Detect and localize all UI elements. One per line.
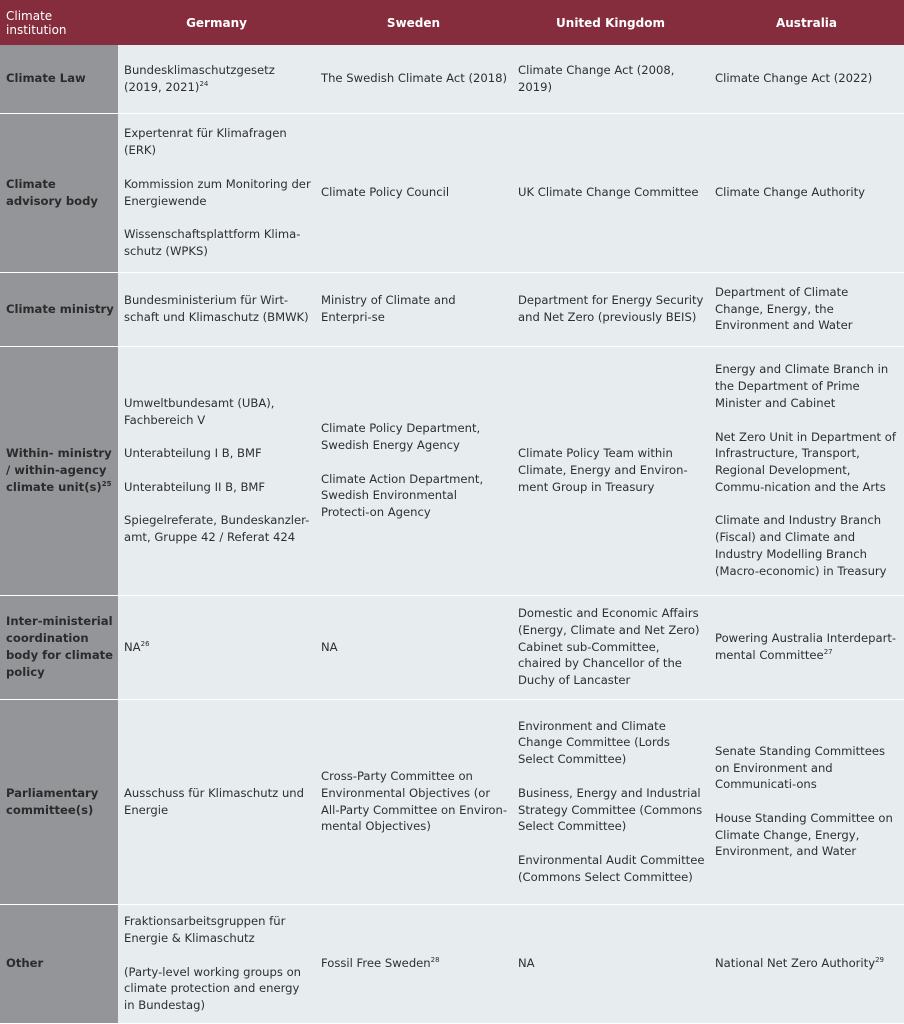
cell-entry-text: NA xyxy=(124,639,141,654)
cell-entry xyxy=(321,639,508,656)
cell-entry xyxy=(715,512,900,579)
footnote-ref: 25 xyxy=(101,479,112,488)
row-label xyxy=(0,45,118,113)
cell-entry xyxy=(124,785,311,819)
cell-entry-text: UK Climate Change Committee xyxy=(518,185,699,200)
cell-entry xyxy=(321,184,508,201)
cell-entry xyxy=(124,125,311,159)
table-row xyxy=(0,45,904,113)
cell-entry-text: NA xyxy=(321,639,338,654)
table-row xyxy=(0,113,904,272)
cell-germany xyxy=(118,272,315,346)
cell-entry-text: Climate Change Act (2022) xyxy=(715,71,873,86)
cell-germany xyxy=(118,904,315,1023)
footnote-ref: 29 xyxy=(875,956,884,965)
header-institution: Climate institution xyxy=(0,0,118,45)
cell-united-kingdom xyxy=(512,904,709,1023)
header-germany: Germany xyxy=(118,0,315,45)
cell-entry-text: Climate and Industry Branch (Fiscal) and Climate and Industry Modelling Branch (Macro-economic) in Treasury xyxy=(715,513,887,578)
footnote-ref: 28 xyxy=(430,956,440,965)
table-row xyxy=(0,595,904,699)
cell-entry-text: National Net Zero Authority xyxy=(715,956,876,971)
cell-germany xyxy=(118,346,315,595)
cell-entry xyxy=(518,718,705,768)
cell-entry-text: Powering Australia Interdepart-mental Committee xyxy=(715,631,897,662)
cell-entry-text: Wissenschaftsplattform Klima-schutz (WPKS) xyxy=(124,227,301,258)
footnote-ref: 27 xyxy=(823,648,833,656)
row-label-text: Within- ministry / within-agency climate unit(s) xyxy=(6,446,112,494)
cell-australia xyxy=(709,595,904,699)
cell-entry xyxy=(518,292,705,326)
cell-sweden xyxy=(315,346,512,595)
row-label xyxy=(0,904,118,1023)
cell-entry xyxy=(124,445,311,462)
cell-entry xyxy=(124,639,311,656)
cell-entry xyxy=(124,62,311,96)
cell-australia xyxy=(709,904,904,1023)
cell-united-kingdom xyxy=(512,699,709,904)
cell-entry xyxy=(715,630,900,664)
cell-entry-text: Kommission zum Monitoring der Energiewende xyxy=(124,176,311,208)
footnote-ref: 24 xyxy=(199,79,209,88)
cell-entry-text: Bundesklimaschutzgesetz (2019, 2021) xyxy=(124,62,275,94)
cell-entry-text: (Party-level working groups on climate protection and energy in Bundestag) xyxy=(124,964,302,1013)
table-row xyxy=(0,346,904,595)
cell-united-kingdom xyxy=(512,113,709,272)
cell-entry-text: Spiegelreferate, Bundeskanzler-amt, Gruppe 42 / Referat 424 xyxy=(124,513,310,545)
cell-sweden xyxy=(315,113,512,272)
row-label xyxy=(0,595,118,699)
cell-sweden xyxy=(315,45,512,113)
cell-entry-text: Domestic and Economic Affairs (Energy, Climate and Net Zero) Cabinet sub-Committee, chaired by Chancellor of the Duchy of Lancaster xyxy=(518,606,700,688)
cell-entry xyxy=(321,420,508,454)
cell-australia xyxy=(709,272,904,346)
cell-entry xyxy=(715,955,900,972)
footnote-ref: 26 xyxy=(140,639,150,648)
cell-entry-text: Environmental Audit Committee (Commons Select Committee) xyxy=(518,852,705,884)
cell-entry-text: Energy and Climate Branch in the Department of Prime Minister and Cabinet xyxy=(715,362,889,410)
row-label-text: Climate advisory body xyxy=(6,176,98,208)
header-united-kingdom: United Kingdom xyxy=(512,0,709,45)
cell-entry xyxy=(518,62,705,96)
header-sweden: Sweden xyxy=(315,0,512,45)
cell-entry xyxy=(321,471,508,521)
cell-entry xyxy=(518,184,705,201)
cell-united-kingdom xyxy=(512,272,709,346)
cell-entry-text: Bundesministerium für Wirt-schaft und Klimaschutz (BMWK) xyxy=(124,293,309,324)
row-label-text: Inter-ministerial coordination body for climate policy xyxy=(6,614,114,679)
cell-entry-text: Business, Energy and Industrial Strategy Committee (Commons Select Committee) xyxy=(518,785,703,834)
cell-entry-text: Ministry of Climate and Enterpri-se xyxy=(321,293,456,324)
cell-entry xyxy=(321,768,508,835)
cell-entry xyxy=(715,429,900,496)
cell-united-kingdom xyxy=(512,595,709,699)
cell-entry-text: NA xyxy=(518,956,535,971)
cell-entry xyxy=(124,964,311,1014)
cell-united-kingdom xyxy=(512,45,709,113)
table-row xyxy=(0,272,904,346)
cell-australia xyxy=(709,346,904,595)
cell-sweden xyxy=(315,595,512,699)
cell-entry xyxy=(715,361,900,411)
cell-entry xyxy=(124,226,311,260)
cell-entry-text: Cross-Party Committee on Environmental Objectives (or All-Party Committee on Environ-mental Objectives) xyxy=(321,768,508,834)
cell-entry xyxy=(124,176,311,210)
cell-entry xyxy=(518,852,705,886)
cell-entry xyxy=(518,445,705,495)
cell-entry-text: Unterabteilung I B, BMF xyxy=(124,446,262,461)
cell-entry-text: Environment and Climate Change Committee (Lords Select Committee) xyxy=(518,718,670,767)
cell-entry xyxy=(518,955,705,972)
cell-entry-text: Net Zero Unit in Department of Infrastructure, Transport, Regional Development, Commu-nication and the Arts xyxy=(715,429,896,494)
cell-entry xyxy=(124,292,311,326)
cell-entry xyxy=(715,70,900,87)
cell-entry-text: Ausschuss für Klimaschutz und Energie xyxy=(124,785,305,817)
cell-entry-text: Climate Change Authority xyxy=(715,185,866,200)
cell-entry xyxy=(124,479,311,496)
cell-united-kingdom xyxy=(512,346,709,595)
row-label xyxy=(0,699,118,904)
cell-germany xyxy=(118,113,315,272)
cell-entry-text: House Standing Committee on Climate Change, Energy, Environment, and Water xyxy=(715,810,893,859)
cell-entry-text: Climate Policy Team within Climate, Energy and Environ-ment Group in Treasury xyxy=(518,446,688,494)
cell-sweden xyxy=(315,272,512,346)
cell-entry-text: Department for Energy Security and Net Zero (previously BEIS) xyxy=(518,293,704,324)
cell-sweden xyxy=(315,699,512,904)
cell-australia xyxy=(709,113,904,272)
cell-entry xyxy=(715,743,900,793)
row-label xyxy=(0,113,118,272)
cell-entry xyxy=(321,70,508,87)
cell-entry xyxy=(518,605,705,689)
header-australia: Australia xyxy=(709,0,904,45)
cell-entry-text: Department of Climate Change, Energy, the Environment and Water xyxy=(715,284,853,333)
row-label xyxy=(0,272,118,346)
cell-entry xyxy=(124,395,311,429)
cell-australia xyxy=(709,699,904,904)
cell-entry-text: Umweltbundesamt (UBA), Fachbereich V xyxy=(124,395,275,427)
cell-entry xyxy=(518,785,705,835)
cell-entry xyxy=(321,955,508,972)
cell-australia xyxy=(709,45,904,113)
cell-germany xyxy=(118,595,315,699)
cell-entry-text: Unterabteilung II B, BMF xyxy=(124,479,266,494)
cell-entry xyxy=(715,810,900,860)
row-label-text: Climate ministry xyxy=(6,301,114,316)
cell-entry xyxy=(124,512,311,546)
cell-sweden xyxy=(315,904,512,1023)
cell-entry-text: Climate Action Department, Swedish Environmental Protecti-on Agency xyxy=(321,471,484,520)
cell-entry-text: Senate Standing Committees on Environment and Communicati-ons xyxy=(715,743,886,792)
row-label-text: Climate Law xyxy=(6,71,86,86)
cell-germany xyxy=(118,699,315,904)
cell-entry xyxy=(715,184,900,201)
cell-entry-text: Expertenrat für Klimafragen (ERK) xyxy=(124,126,287,158)
cell-germany xyxy=(118,45,315,113)
row-label-text: Parliamentary committee(s) xyxy=(6,785,99,817)
cell-entry-text: Fraktionsarbeitsgruppen für Energie & Klimaschutz xyxy=(124,914,286,945)
cell-entry xyxy=(321,292,508,326)
table-row xyxy=(0,904,904,1023)
cell-entry-text: Climate Policy Department, Swedish Energy Agency xyxy=(321,421,481,452)
row-label-text: Other xyxy=(6,956,44,971)
cell-entry-text: Climate Change Act (2008, 2019) xyxy=(518,62,675,94)
cell-entry-text: The Swedish Climate Act (2018) xyxy=(321,71,508,86)
cell-entry xyxy=(124,913,311,947)
cell-entry-text: Fossil Free Sweden xyxy=(321,956,431,971)
header-row xyxy=(0,0,904,45)
row-label xyxy=(0,346,118,595)
cell-entry-text: Climate Policy Council xyxy=(321,185,450,200)
table-row xyxy=(0,699,904,904)
cell-entry xyxy=(715,284,900,334)
